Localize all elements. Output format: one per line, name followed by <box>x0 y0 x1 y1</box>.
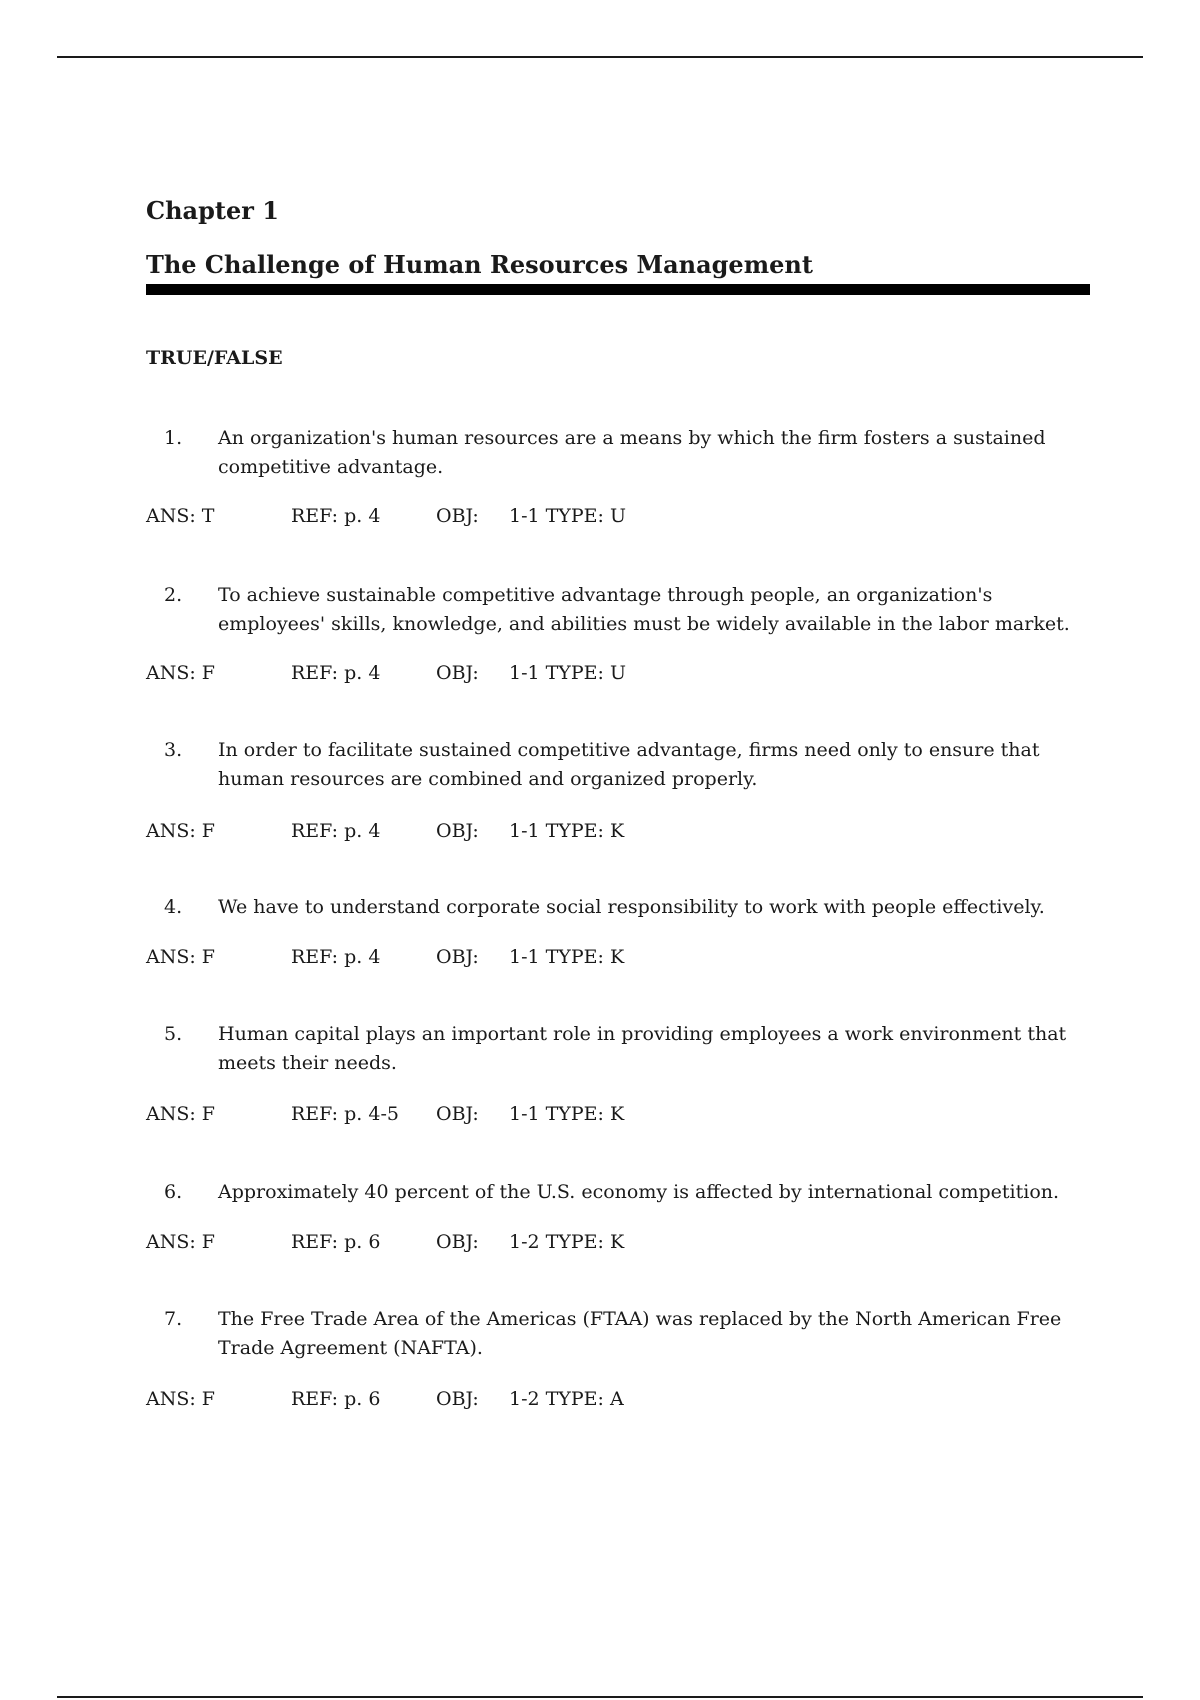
question-text: In order to facilitate sustained competitive advantage, firms need only to ensure that human resources are combined and organized properly. <box>218 739 1040 790</box>
answer: ANS: F <box>146 1103 215 1125</box>
objective-label: OBJ: <box>436 946 479 968</box>
reference: REF: p. 6 <box>291 1388 381 1410</box>
reference: REF: p. 4-5 <box>291 1103 399 1125</box>
answer: ANS: F <box>146 1388 215 1410</box>
reference: REF: p. 4 <box>291 820 381 842</box>
chapter-title: The Challenge of Human Resources Management <box>146 250 813 279</box>
question-number: 6. <box>164 1181 183 1203</box>
objective-type: 1-1 TYPE: K <box>509 820 625 842</box>
objective-type: 1-1 TYPE: U <box>509 662 626 684</box>
reference: REF: p. 4 <box>291 946 381 968</box>
answer: ANS: T <box>146 505 215 527</box>
reference: REF: p. 4 <box>291 505 381 527</box>
chapter-label: Chapter 1 <box>146 196 279 225</box>
objective-label: OBJ: <box>436 1388 479 1410</box>
answer: ANS: F <box>146 1231 215 1253</box>
answer: ANS: F <box>146 820 215 842</box>
question-text: Approximately 40 percent of the U.S. economy is affected by international competition. <box>218 1181 1060 1203</box>
objective-label: OBJ: <box>436 1231 479 1253</box>
answer: ANS: F <box>146 662 215 684</box>
objective-type: 1-1 TYPE: U <box>509 505 626 527</box>
question-text: Human capital plays an important role in providing employees a work environment that meets their needs. <box>218 1023 1067 1074</box>
question-number: 2. <box>164 584 183 606</box>
header-rule <box>57 56 1143 58</box>
question-number: 3. <box>164 739 183 761</box>
question-number: 4. <box>164 896 183 918</box>
objective-type: 1-1 TYPE: K <box>509 1103 625 1125</box>
section-heading: TRUE/FALSE <box>146 347 283 369</box>
objective-label: OBJ: <box>436 820 479 842</box>
question-number: 7. <box>164 1308 183 1330</box>
objective-type: 1-2 TYPE: K <box>509 1231 625 1253</box>
objective-type: 1-2 TYPE: A <box>509 1388 624 1410</box>
question-number: 5. <box>164 1023 183 1045</box>
title-rule <box>146 284 1090 295</box>
question-text: The Free Trade Area of the Americas (FTAA) was replaced by the North American Free Trade Agreement (NAFTA). <box>218 1308 1062 1359</box>
question-text: We have to understand corporate social responsibility to work with people effectively. <box>218 896 1045 918</box>
objective-label: OBJ: <box>436 505 479 527</box>
objective-type: 1-1 TYPE: K <box>509 946 625 968</box>
objective-label: OBJ: <box>436 1103 479 1125</box>
objective-label: OBJ: <box>436 662 479 684</box>
reference: REF: p. 6 <box>291 1231 381 1253</box>
question-number: 1. <box>164 427 183 449</box>
footer-rule <box>57 1696 1143 1698</box>
question-text: An organization's human resources are a means by which the firm fosters a sustained competitive advantage. <box>218 427 1046 478</box>
reference: REF: p. 4 <box>291 662 381 684</box>
answer: ANS: F <box>146 946 215 968</box>
question-text: To achieve sustainable competitive advantage through people, an organization's employees' skills, knowledge, and abilities must be widely available in the labor market. <box>218 584 1070 635</box>
